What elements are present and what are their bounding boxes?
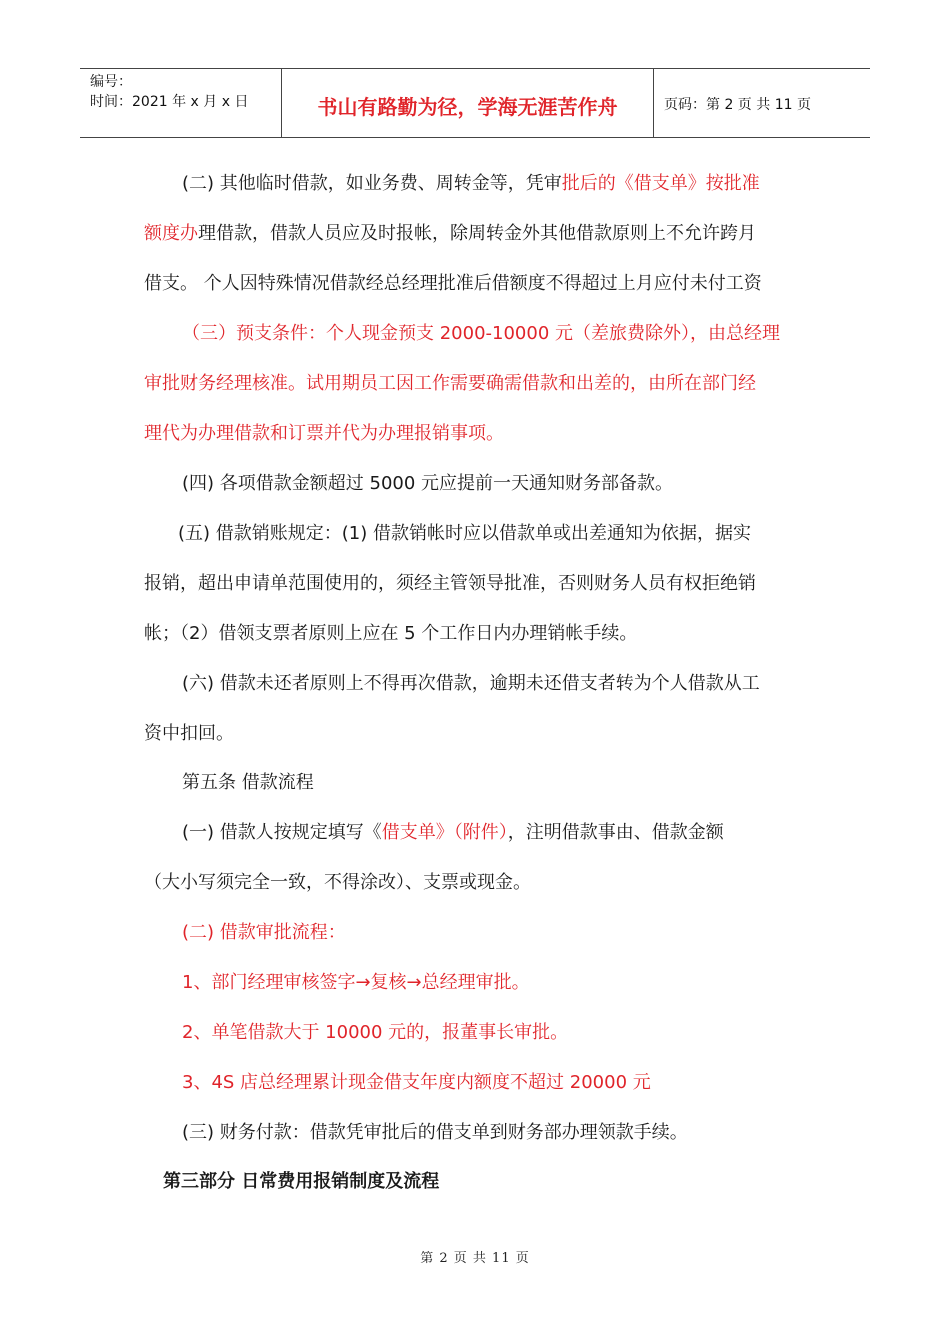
header-page-number: 页码：第 2 页 共 11 页 xyxy=(664,97,811,113)
highlight-run: 借支单 xyxy=(381,822,436,843)
step-2-item-2: 2、单笔借款大于 10000 元的，报董事长审批。 xyxy=(182,1022,569,1043)
text-run: 》（附件） xyxy=(435,822,508,843)
header-motto: 书山有路勤为径，学海无涯苦作舟 xyxy=(317,95,618,119)
paragraph-3-line-1: （三）预支条件：个人现金预支 2000-10000 元（差旅费除外），由总经理 xyxy=(182,323,781,344)
paragraph-2-line-3: 借支。 个人因特殊情况借款经总经理批准后借额度不得超过上月应付未付工资 xyxy=(144,273,762,294)
doc-code-label: 编号： xyxy=(90,74,132,90)
paragraph-6-line-1: (六) 借款未还者原则上不得再次借款，逾期未还借支者转为个人借款从工 xyxy=(182,673,760,694)
paragraph-5-line-3: 帐；（2）借领支票者原则上应在 5 个工作日内办理销帐手续。 xyxy=(144,623,638,644)
page-footer: 第 2 页 共 11 页 xyxy=(420,1251,530,1266)
text-run: (一) 借款人按规定填写《 xyxy=(182,822,382,843)
highlight-run: 批后的《借支单》按批准 xyxy=(561,173,760,194)
paragraph-3-line-2: 审批财务经理核准。试用期员工因工作需要确需借款和出差的，由所在部门经 xyxy=(144,373,756,394)
highlight-run: 额度办 xyxy=(144,223,198,244)
text-run: 理借款，借款人员应及时报帐，除周转金外其他借款原则上不允许跨月 xyxy=(198,223,756,244)
paragraph-2-line-2 xyxy=(144,222,756,246)
paragraph-4: (四) 各项借款金额超过 5000 元应提前一天通知财务部备款。 xyxy=(182,473,674,494)
step-2-heading: (二) 借款审批流程： xyxy=(182,922,346,943)
paragraph-2-line-1 xyxy=(182,172,760,196)
paragraph-6-line-2: 资中扣回。 xyxy=(144,723,234,744)
paragraph-5-line-2: 报销，超出申请单范围使用的，须经主管领导批准，否则财务人员有权拒绝销 xyxy=(144,573,756,594)
paragraph-5-line-1: (五) 借款销账规定：(1) 借款销帐时应以借款单或出差通知为依据，据实 xyxy=(178,523,751,544)
step-2-item-3: 3、4S 店总经理累计现金借支年度内额度不超过 20000 元 xyxy=(182,1072,651,1093)
part-3-heading: 第三部分 日常费用报销制度及流程 xyxy=(163,1171,440,1192)
step-1-line-1 xyxy=(182,821,724,845)
step-1-line-2: （大小写须完全一致，不得涂改）、支票或现金。 xyxy=(144,872,531,893)
doc-date-label: 时间：2021 年 x 月 x 日 xyxy=(90,94,249,110)
paragraph-3-line-3: 理代为办理借款和订票并代为办理报销事项。 xyxy=(144,423,504,444)
article-5-heading: 第五条 借款流程 xyxy=(182,772,314,793)
step-3: (三) 财务付款：借款凭审批后的借支单到财务部办理领款手续。 xyxy=(182,1122,688,1143)
text-run: (二) 其他临时借款，如业务费、周转金等，凭审 xyxy=(182,173,562,194)
step-2-item-1: 1、部门经理审核签字→复核→总经理审批。 xyxy=(182,972,530,993)
text-run: ，注明借款事由、借款金额 xyxy=(507,822,724,843)
